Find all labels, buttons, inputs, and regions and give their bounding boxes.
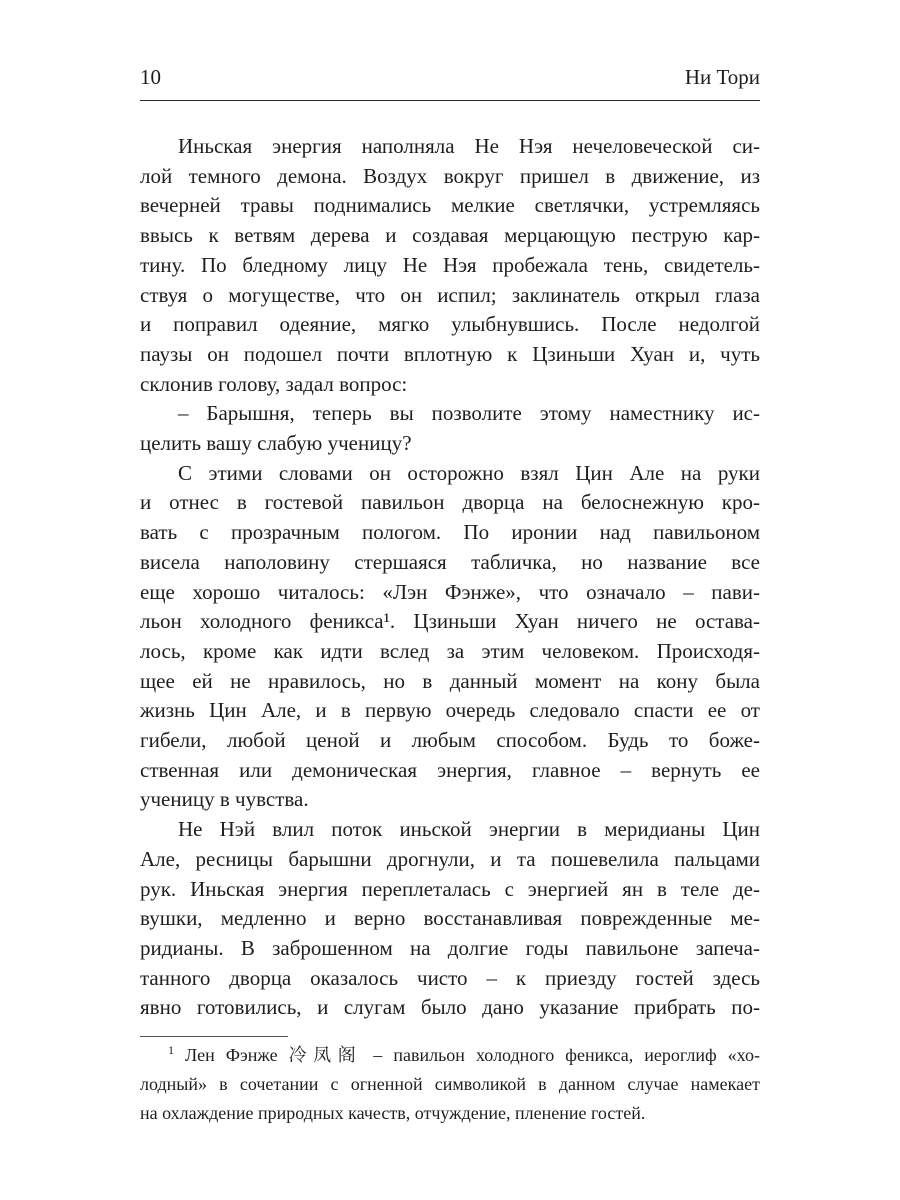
header-rule bbox=[140, 100, 760, 101]
text-line: С этими словами он осторожно взял Цин Але на руки bbox=[178, 460, 760, 485]
footnote-line: лодный» в сочетании с огненной символикой в данном случае намекает bbox=[140, 1074, 760, 1095]
text-line: ввысь к ветвям дерева и создавая мерцающую пеструю кар- bbox=[140, 223, 760, 248]
text-line: явно готовились, и слугам было дано указание прибрать по- bbox=[140, 995, 760, 1020]
text-line: и отнес в гостевой павильон дворца на белоснежную кро- bbox=[140, 490, 760, 515]
running-title: Ни Тори bbox=[684, 65, 760, 89]
text-line: ствуя о могуществе, что он испил; заклинатель открыл глаза bbox=[140, 282, 760, 307]
text-line: склонив голову, задал вопрос: bbox=[140, 371, 408, 396]
text-line: вечерней травы поднимались мелкие светлячки, устремляясь bbox=[140, 193, 760, 218]
text-line: тину. По бледному лицу Не Нэя пробежала тень, свидетель- bbox=[140, 252, 760, 277]
text-line: ственная или демоническая энергия, главное – вернуть ее bbox=[140, 757, 760, 782]
footnote-rule bbox=[140, 1036, 288, 1037]
text-line: и поправил одеяние, мягко улыбнувшись. После недолгой bbox=[140, 312, 760, 337]
footnote-text bbox=[140, 1041, 760, 1128]
text-line: танного дворца оказалось чисто – к приезду гостей здесь bbox=[140, 965, 760, 990]
text-line: лой темного демона. Воздух вокруг пришел в движение, из bbox=[140, 163, 760, 188]
text-line: – Барышня, теперь вы позволите этому наместнику ис- bbox=[178, 401, 760, 426]
text-line: гибели, любой ценой и любым способом. Будь то боже- bbox=[140, 728, 760, 753]
text-line: ученицу в чувства. bbox=[140, 787, 309, 812]
text-line: вушки, медленно и верно восстанавливая поврежденные ме- bbox=[140, 906, 760, 931]
text-line: льон холодного феникса¹. Цзиньши Хуан ничего не остава- bbox=[140, 609, 760, 634]
text-line: ридианы. В заброшенном на долгие годы павильоне запеча- bbox=[140, 935, 760, 960]
text-line: Не Нэй влил поток иньской энергии в меридианы Цин bbox=[178, 817, 760, 842]
text-line: еще хорошо читалось: «Лэн Фэнже», что означало – пави- bbox=[140, 579, 760, 604]
body-text bbox=[140, 132, 760, 1023]
footnote-line: $^1$ Лен Фэнже 冷凤阁 – павильон холодного феникса, иероглиф «хо- bbox=[168, 1043, 760, 1066]
text-line: рук. Иньская энергия переплеталась с энергией ян в теле де- bbox=[140, 876, 760, 901]
text-line: жизнь Цин Але, и в первую очередь следовало спасти ее от bbox=[140, 698, 760, 723]
text-line: целить вашу слабую ученицу? bbox=[140, 431, 412, 456]
text-line: паузы он подошел почти вплотную к Цзиньши Хуан и, чуть bbox=[140, 341, 760, 366]
text-line: вать с прозрачным пологом. По иронии над павильоном bbox=[140, 520, 760, 545]
footnote-line: на охлаждение природных качеств, отчуждение, пленение гостей. bbox=[140, 1103, 646, 1124]
text-line: лось, кроме как идти вслед за этим человеком. Происходя- bbox=[140, 638, 760, 663]
running-head bbox=[140, 66, 760, 88]
page-number: 10 bbox=[140, 65, 161, 89]
footnote-marker: 1 bbox=[168, 1043, 174, 1058]
text-line: щее ей не нравилось, но в данный момент на кону была bbox=[140, 668, 760, 693]
text-line: висела наполовину стершаяся табличка, но название все bbox=[140, 549, 760, 574]
text-line: Иньская энергия наполняла Не Нэя нечеловеческой си- bbox=[178, 134, 760, 158]
text-line: Але, ресницы барышни дрогнули, и та пошевелила пальцами bbox=[140, 846, 760, 871]
